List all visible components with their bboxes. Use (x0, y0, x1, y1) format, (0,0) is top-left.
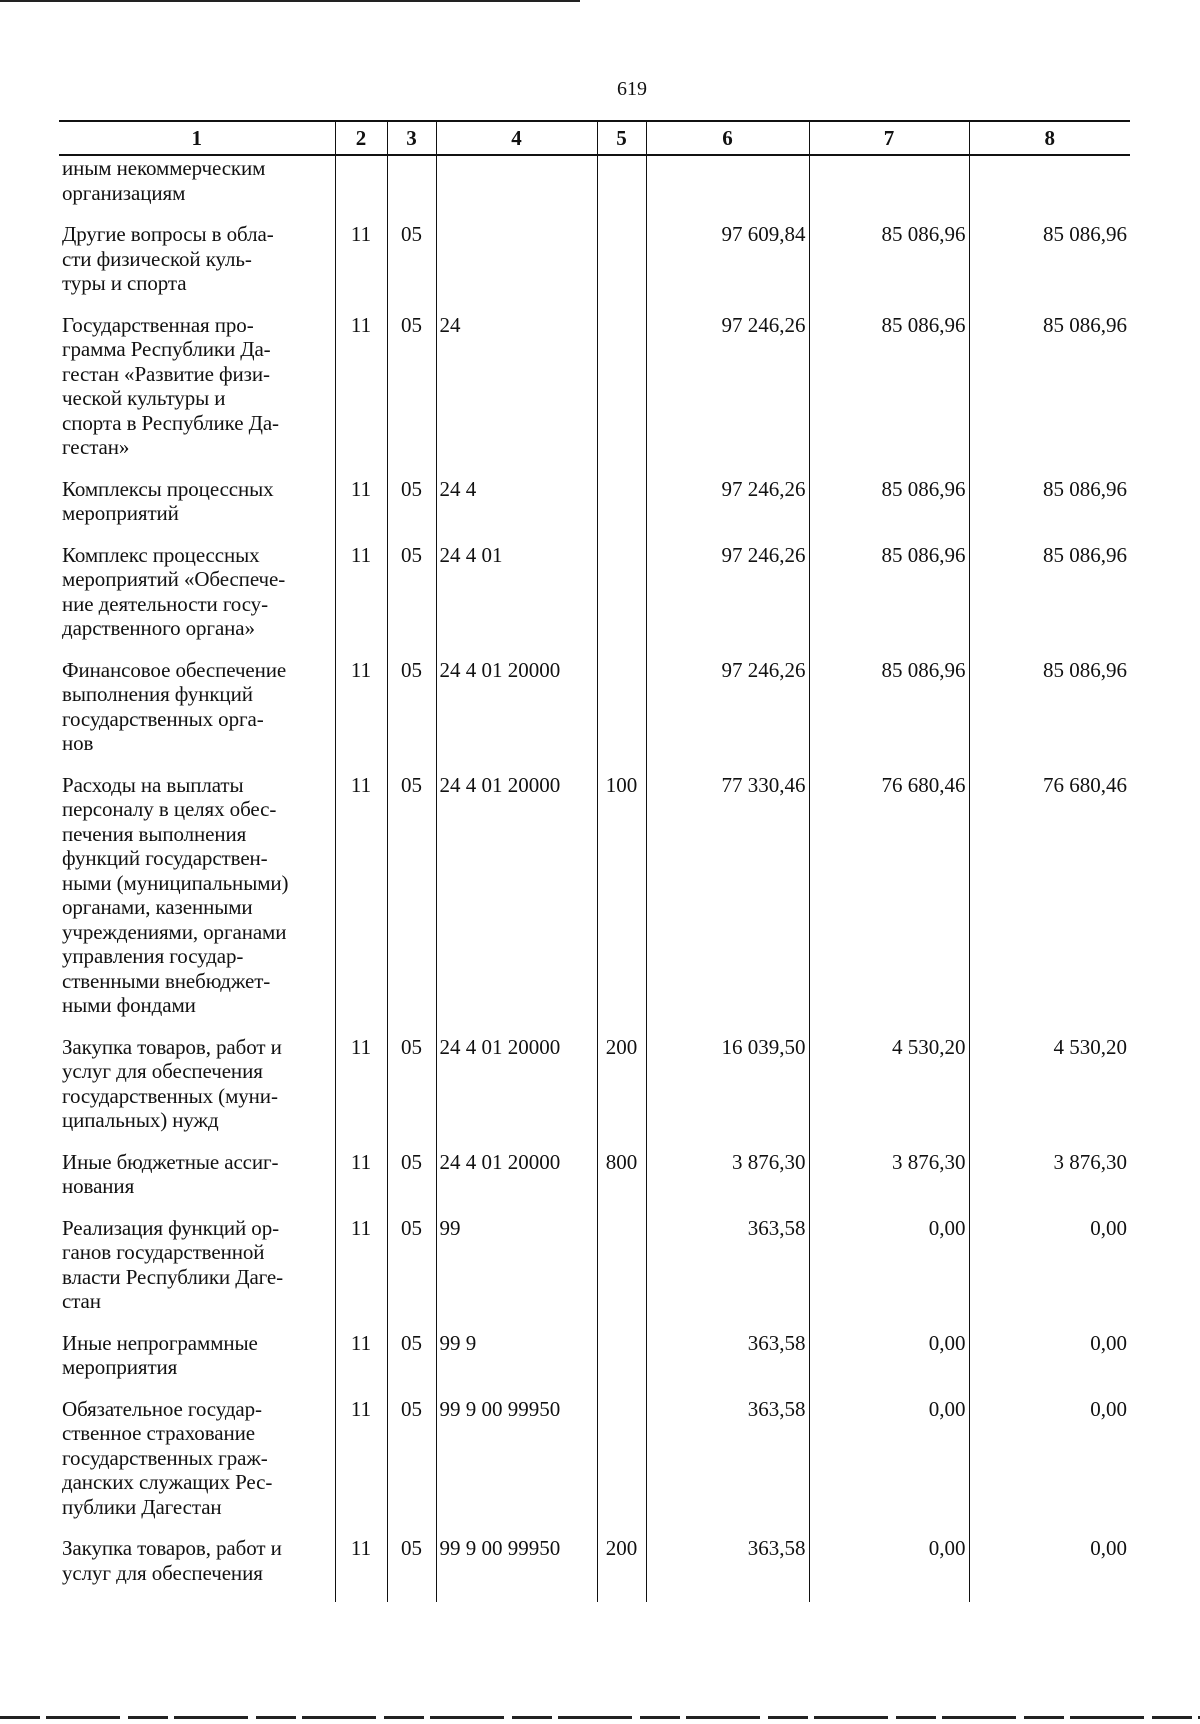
subsection-code-cell: 05 (387, 477, 436, 543)
target-article-cell: 99 9 (436, 1331, 597, 1397)
amount-col6-cell: 97 246,26 (646, 543, 809, 658)
table-row (59, 773, 1130, 1035)
amount-col7-cell: 85 086,96 (809, 543, 969, 658)
column-header: 8 (969, 121, 1130, 155)
row-name-cell: Закупка товаров, работ и услуг для обеспечения государственных (муни- ципальных) нужд (62, 1034, 282, 1132)
amount-col7-cell: 3 876,30 (809, 1150, 969, 1216)
subsection-code-cell: 05 (387, 1331, 436, 1397)
row-name-cell: Закупка товаров, работ и услуг для обеспечения (62, 1536, 282, 1585)
section-code-cell (335, 155, 387, 222)
amount-col6-cell: 97 246,26 (646, 658, 809, 773)
expense-type-cell: 200 (597, 1536, 646, 1602)
amount-col8-cell: 85 086,96 (969, 543, 1130, 658)
column-header: 6 (646, 121, 809, 155)
section-code-cell: 11 (335, 1035, 387, 1150)
amount-col6-cell: 363,58 (646, 1536, 809, 1602)
expense-type-cell (597, 1397, 646, 1537)
amount-col6-cell: 363,58 (646, 1331, 809, 1397)
column-header: 5 (597, 121, 646, 155)
table-row (59, 1216, 1130, 1331)
subsection-code-cell: 05 (387, 313, 436, 477)
row-name-cell: Иные непрограммные мероприятия (62, 1330, 258, 1379)
amount-col7-cell: 4 530,20 (809, 1035, 969, 1150)
amount-col8-cell: 76 680,46 (969, 773, 1130, 1035)
section-code-cell: 11 (335, 1150, 387, 1216)
target-article-cell: 24 4 01 20000 (436, 1150, 597, 1216)
section-code-cell: 11 (335, 313, 387, 477)
expense-type-cell (597, 658, 646, 773)
column-header: 3 (387, 121, 436, 155)
target-article-cell: 99 (436, 1216, 597, 1331)
target-article-cell (436, 155, 597, 222)
target-article-cell: 24 4 01 20000 (436, 658, 597, 773)
target-article-cell: 24 4 01 20000 (436, 1035, 597, 1150)
amount-col8-cell: 85 086,96 (969, 313, 1130, 477)
expense-type-cell (597, 155, 646, 222)
target-article-cell: 24 4 01 (436, 543, 597, 658)
subsection-code-cell: 05 (387, 773, 436, 1035)
amount-col6-cell (646, 155, 809, 222)
section-code-cell: 11 (335, 1397, 387, 1537)
amount-col8-cell: 85 086,96 (969, 477, 1130, 543)
row-name-cell: Другие вопросы в обла- сти физической куль- туры и спорта (62, 222, 274, 295)
amount-col6-cell: 97 246,26 (646, 477, 809, 543)
amount-col7-cell: 76 680,46 (809, 773, 969, 1035)
amount-col7-cell: 0,00 (809, 1216, 969, 1331)
table-row (59, 1397, 1130, 1537)
amount-col6-cell: 97 609,84 (646, 222, 809, 313)
amount-col7-cell: 0,00 (809, 1397, 969, 1537)
table-row (59, 1331, 1130, 1397)
section-code-cell: 11 (335, 773, 387, 1035)
scan-edge-bottom (0, 1716, 1200, 1719)
amount-col7-cell: 85 086,96 (809, 222, 969, 313)
table-row (59, 313, 1130, 477)
subsection-code-cell: 05 (387, 1035, 436, 1150)
amount-col8-cell: 4 530,20 (969, 1035, 1130, 1150)
table-header-row (59, 121, 1130, 155)
amount-col6-cell: 16 039,50 (646, 1035, 809, 1150)
row-name-cell: Расходы на выплаты персоналу в целях обес- печения выполнения функций государствен- ными (муниципальными) органами, казенными учреждениями, органами управления государ- ственными внебюджет- ными фондами (62, 772, 289, 1017)
subsection-code-cell: 05 (387, 1397, 436, 1537)
expense-type-cell: 100 (597, 773, 646, 1035)
subsection-code-cell: 05 (387, 1150, 436, 1216)
amount-col8-cell: 85 086,96 (969, 222, 1130, 313)
row-name-cell: Обязательное государ- ственное страхование государственных граж- данских служащих Рес- публики Дагестан (62, 1396, 273, 1519)
amount-col8-cell (969, 155, 1130, 222)
section-code-cell: 11 (335, 222, 387, 313)
amount-col8-cell: 0,00 (969, 1331, 1130, 1397)
amount-col8-cell: 0,00 (969, 1536, 1130, 1602)
section-code-cell: 11 (335, 1331, 387, 1397)
section-code-cell: 11 (335, 543, 387, 658)
amount-col6-cell: 363,58 (646, 1216, 809, 1331)
expense-type-cell (597, 313, 646, 477)
table-row (59, 1035, 1130, 1150)
row-name-cell: Государственная про- грамма Республики Да- гестан «Развитие физи- ческой культуры и спорта в Республике Да- гестан» (62, 312, 279, 459)
row-name-cell: Иные бюджетные ассиг- нования (62, 1149, 279, 1198)
target-article-cell: 24 4 (436, 477, 597, 543)
amount-col7-cell: 85 086,96 (809, 313, 969, 477)
amount-col6-cell: 77 330,46 (646, 773, 809, 1035)
subsection-code-cell: 05 (387, 222, 436, 313)
target-article-cell: 99 9 00 99950 (436, 1536, 597, 1602)
table-row (59, 543, 1130, 658)
row-name-cell: иным некоммерческим организациям (62, 156, 266, 205)
section-code-cell: 11 (335, 1536, 387, 1602)
section-code-cell: 11 (335, 1216, 387, 1331)
column-header: 7 (809, 121, 969, 155)
amount-col8-cell: 0,00 (969, 1216, 1130, 1331)
table-row (59, 477, 1130, 543)
amount-col7-cell: 85 086,96 (809, 658, 969, 773)
table-row (59, 658, 1130, 773)
amount-col8-cell: 3 876,30 (969, 1150, 1130, 1216)
target-article-cell: 24 4 01 20000 (436, 773, 597, 1035)
scan-edge-top (0, 0, 580, 2)
column-header: 2 (335, 121, 387, 155)
amount-col7-cell: 85 086,96 (809, 477, 969, 543)
column-header: 1 (59, 121, 335, 155)
row-name-cell: Реализация функций ор- ганов государственной власти Республики Даге- стан (62, 1215, 284, 1313)
table-row (59, 222, 1130, 313)
amount-col7-cell: 0,00 (809, 1331, 969, 1397)
table-row (59, 1150, 1130, 1216)
expense-type-cell (597, 222, 646, 313)
section-code-cell: 11 (335, 477, 387, 543)
amount-col6-cell: 363,58 (646, 1397, 809, 1537)
expense-type-cell: 200 (597, 1035, 646, 1150)
expense-type-cell (597, 1216, 646, 1331)
expense-type-cell (597, 477, 646, 543)
table-body (59, 155, 1130, 1602)
row-name-cell: Финансовое обеспечение выполнения функций государственных орга- нов (62, 657, 287, 755)
target-article-cell (436, 222, 597, 313)
table-row (59, 155, 1130, 222)
page-number: 619 (617, 78, 647, 100)
amount-col7-cell (809, 155, 969, 222)
subsection-code-cell: 05 (387, 543, 436, 658)
amount-col8-cell: 0,00 (969, 1397, 1130, 1537)
section-code-cell: 11 (335, 658, 387, 773)
subsection-code-cell: 05 (387, 658, 436, 773)
amount-col6-cell: 97 246,26 (646, 313, 809, 477)
subsection-code-cell: 05 (387, 1536, 436, 1602)
target-article-cell: 24 (436, 313, 597, 477)
row-name-cell: Комплексы процессных мероприятий (62, 476, 274, 525)
subsection-code-cell: 05 (387, 1216, 436, 1331)
budget-table (59, 120, 1130, 1602)
target-article-cell: 99 9 00 99950 (436, 1397, 597, 1537)
expense-type-cell: 800 (597, 1150, 646, 1216)
amount-col7-cell: 0,00 (809, 1536, 969, 1602)
row-name-cell: Комплекс процессных мероприятий «Обеспече- ние деятельности госу- дарственного органа» (62, 542, 286, 640)
expense-type-cell (597, 1331, 646, 1397)
amount-col8-cell: 85 086,96 (969, 658, 1130, 773)
column-header: 4 (436, 121, 597, 155)
table-row (59, 1536, 1130, 1602)
subsection-code-cell (387, 155, 436, 222)
expense-type-cell (597, 543, 646, 658)
amount-col6-cell: 3 876,30 (646, 1150, 809, 1216)
